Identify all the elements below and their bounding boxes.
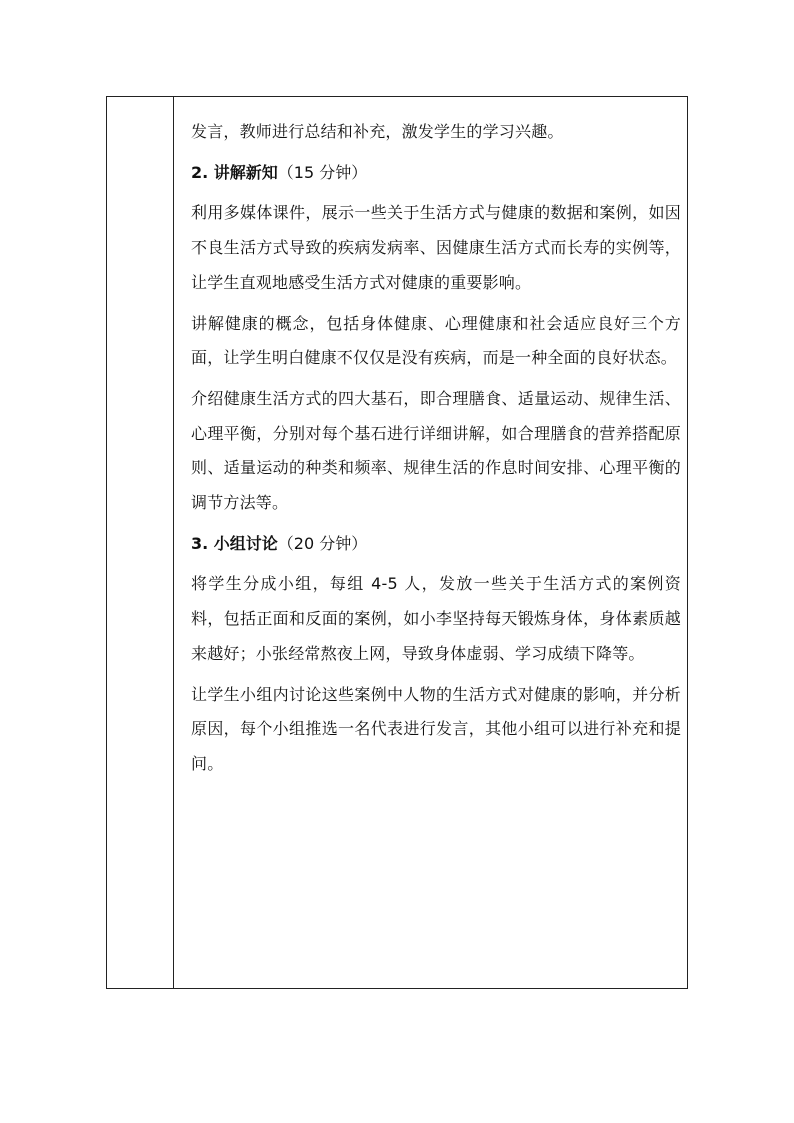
content-cell [191, 115, 681, 782]
section-title: 3. 小组讨论 [191, 533, 278, 553]
paragraph-multimedia: 利用多媒体课件，展示一些关于生活方式与健康的数据和案例，如因不良生活方式导致的疾病发病率、因健康生活方式而长寿的实例等，让学生直观地感受生活方式对健康的重要影响。 [191, 203, 681, 292]
paragraph-grouping: 将学生分成小组，每组 4-5 人，发放一些关于生活方式的案例资料，包括正面和反面的案例，如小李坚持每天锻炼身体，身体素质越来越好；小张经常熬夜上网，导致身体虚弱、学习成绩下降等。 [191, 574, 681, 663]
paragraph-four-cornerstones: 介绍健康生活方式的四大基石，即合理膳食、适量运动、规律生活、心理平衡，分别对每个基石进行详细讲解，如合理膳食的营养搭配原则、适量运动的种类和频率、规律生活的作息时间安排、心理平衡的调节方法等。 [191, 388, 681, 513]
lesson-plan-table [106, 96, 688, 989]
section-heading-new-knowledge [191, 156, 681, 191]
label-column [107, 97, 174, 988]
section-duration: （15 分钟） [277, 162, 368, 182]
section-title: 2. 讲解新知 [191, 162, 278, 182]
section-duration: （20 分钟） [277, 533, 368, 553]
paragraph-health-concept: 讲解健康的概念，包括身体健康、心理健康和社会适应良好三个方面，让学生明白健康不仅仅是没有疾病，而是一种全面的良好状态。 [191, 313, 681, 368]
paragraph-discussion: 让学生小组内讨论这些案例中人物的生活方式对健康的影响，并分析原因，每个小组推选一名代表进行发言，其他小组可以进行补充和提问。 [191, 684, 681, 773]
paragraph-intro-end: 发言，教师进行总结和补充，激发学生的学习兴趣。 [191, 122, 564, 141]
section-heading-group-discussion [191, 527, 681, 562]
